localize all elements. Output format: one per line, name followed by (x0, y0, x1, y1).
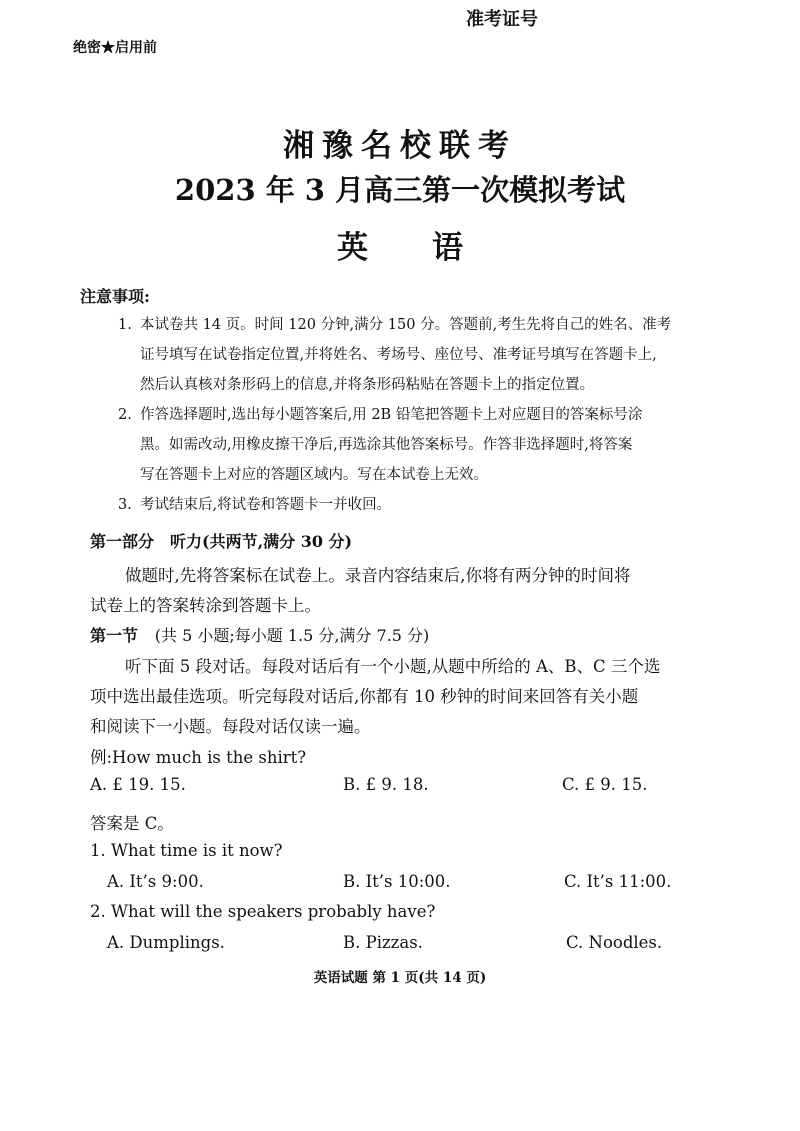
exam-title-line1: 湘豫名校联考 (283, 128, 517, 164)
part1-instruction (90, 561, 730, 621)
note-line: 然后认真核对条形码上的信息,并将条形码粘贴在答题卡上的指定位置。 (140, 377, 595, 393)
question-1-stem: 1. What time is it now? (90, 841, 283, 860)
question-2-option-b: B. Pizzas. (343, 933, 423, 952)
subject-char: 语 (432, 230, 463, 266)
section1-detail: (共 5 小题;每小题 1.5 分,满分 7.5 分) (154, 626, 430, 645)
notes-heading: 注意事项: (80, 287, 150, 306)
note-line: 写在答题卡上对应的答题区域内。写在本试卷上无效。 (140, 467, 488, 483)
note-number: 1. (118, 317, 132, 333)
subject-title (0, 222, 800, 267)
question-1-option-b: B. It’s 10:00. (343, 872, 451, 891)
note-line: 考试结束后,将试卷和答题卡一并收回。 (140, 497, 392, 513)
note-line: 黑。如需改动,用橡皮擦干净后,再选涂其他答案标号。作答非选择题时,将答案 (140, 437, 633, 453)
section1-instruction (90, 652, 730, 742)
example-option-b: B. £ 9. 18. (343, 775, 429, 794)
question-1-option-a: A. It’s 9:00. (107, 872, 204, 891)
example-question: 例:How much is the shirt? (90, 748, 307, 767)
question-2-option-c: C. Noodles. (566, 933, 663, 952)
part1-heading: 第一部分 听力(共两节,满分 30 分) (90, 532, 353, 551)
instruction-line: 听下面 5 段对话。每段对话后有一个小题,从题中所给的 A、B、C 三个选 (125, 657, 661, 676)
instruction-line: 试卷上的答案转涂到答题卡上。 (90, 596, 321, 615)
section1-heading (90, 623, 429, 646)
section1-title: 第一节 (90, 626, 139, 645)
exam-number-label: 准考证号 (466, 9, 538, 30)
subject-char: 英 (337, 230, 368, 266)
note-line: 证号填写在试卷指定位置,并将姓名、考场号、座位号、准考证号填写在答题卡上, (140, 347, 657, 363)
confidential-label: 绝密★启用前 (73, 40, 157, 56)
instruction-line: 和阅读下一小题。每段对话仅读一遍。 (90, 717, 371, 736)
note-item (118, 400, 740, 490)
question-2-stem: 2. What will the speakers probably have? (90, 902, 436, 921)
example-option-a: A. £ 19. 15. (90, 775, 186, 794)
page-footer: 英语试题 第 1 页(共 14 页) (313, 970, 487, 986)
note-line: 本试卷共 14 页。时间 120 分钟,满分 150 分。答题前,考生先将自己的姓名、准考 (140, 317, 672, 333)
note-number: 3. (118, 497, 132, 513)
note-line: 作答选择题时,选出每小题答案后,用 2B 铅笔把答题卡上对应题目的答案标号涂 (140, 407, 643, 423)
note-item (118, 310, 740, 400)
instruction-line: 做题时,先将答案标在试卷上。录音内容结束后,你将有两分钟的时间将 (125, 566, 631, 585)
note-number: 2. (118, 407, 132, 423)
example-answer: 答案是 C。 (90, 814, 174, 833)
instruction-line: 项中选出最佳选项。听完每段对话后,你都有 10 秒钟的时间来回答有关小题 (90, 687, 639, 706)
note-item (118, 490, 740, 520)
exam-title-line2: 2023 年 3 月高三第一次模拟考试 (174, 173, 626, 207)
question-1-option-c: C. It’s 11:00. (564, 872, 672, 891)
example-option-c: C. £ 9. 15. (562, 775, 648, 794)
question-2-option-a: A. Dumplings. (107, 933, 225, 952)
